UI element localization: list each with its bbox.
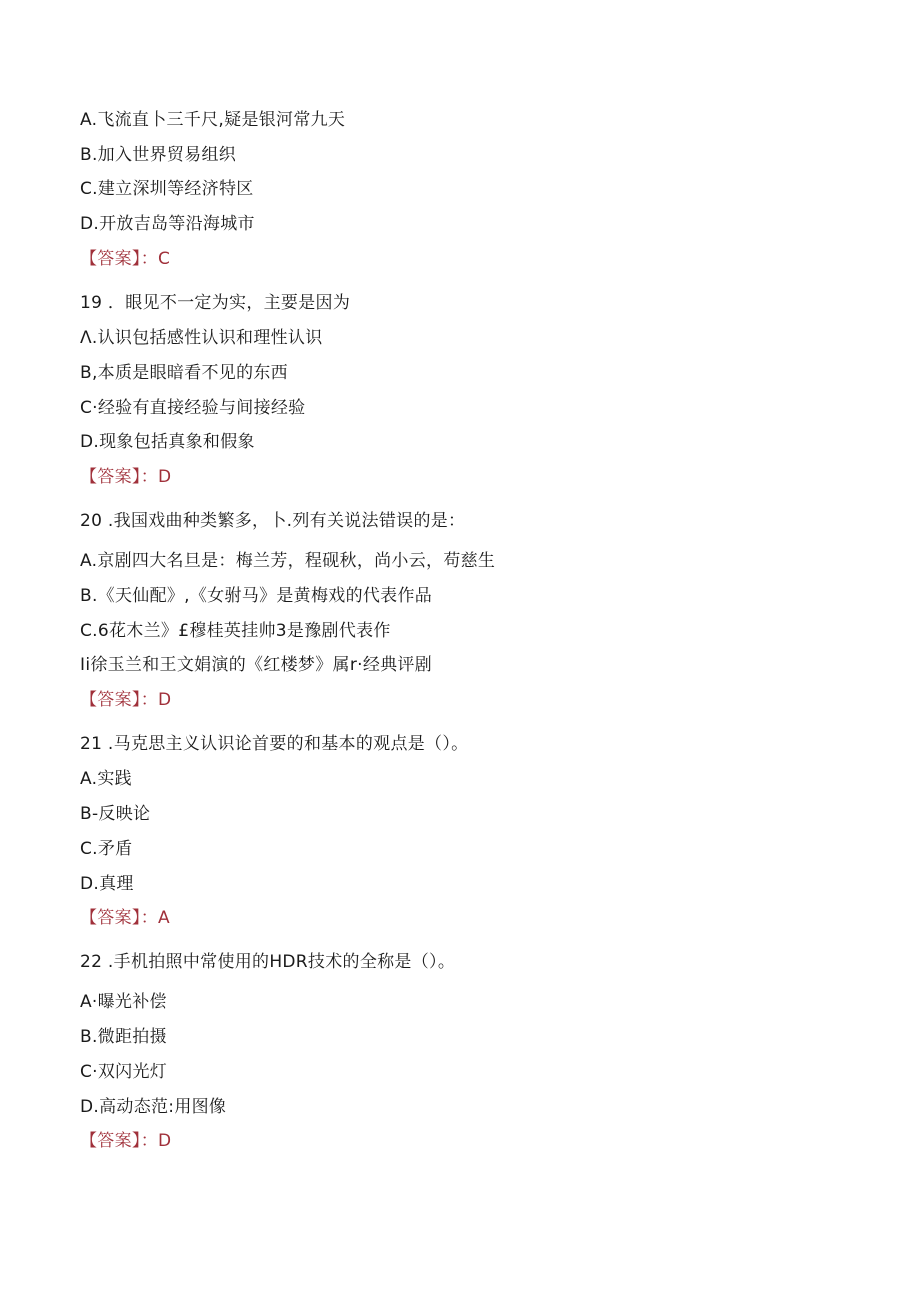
option-c: C.建立深圳等经济特区	[80, 179, 254, 199]
option-b: B-反映论	[80, 804, 151, 824]
option-b: B.加入世界贸易组织	[80, 145, 237, 165]
option-d: D.高动态范:用图像	[80, 1097, 227, 1117]
option-a: A.飞流直卜三千尺,疑是银河常九天	[80, 110, 346, 130]
option-c: C·经验有直接经验与间接经验	[80, 398, 306, 418]
option-a: A.京剧四大名旦是：梅兰芳，程砚秋，尚小云，苟慈生	[80, 551, 496, 571]
answer-line: 【答案】：A	[80, 908, 170, 928]
option-b: B.《天仙配》,《女驸马》是黄梅戏的代表作品	[80, 586, 433, 606]
option-c: C.矛盾	[80, 839, 133, 859]
question-22: 22 .手机拍照中常使用的HDR技术的全称是（）。	[80, 952, 456, 972]
option-c: C·双闪光灯	[80, 1062, 168, 1082]
answer-line: 【答案】：D	[80, 1131, 172, 1151]
question-20: 20 .我国戏曲种类繁多，卜.列有关说法错误的是：	[80, 511, 466, 531]
option-a: A·曝光补偿	[80, 992, 167, 1012]
option-d: D.现象包括真象和假象	[80, 432, 255, 452]
answer-line: 【答案】：D	[80, 467, 172, 487]
option-c: C.6花木兰》£穆桂英挂帅3是豫剧代表作	[80, 621, 391, 641]
option-d: D.真理	[80, 874, 134, 894]
option-a: Λ.认识包括感性认识和理性认识	[80, 328, 323, 348]
question-21: 21 .马克思主义认识论首要的和基本的观点是（）。	[80, 734, 469, 754]
option-d: Ii徐玉兰和王文娟演的《红楼梦》属r·经典评剧	[80, 655, 433, 675]
answer-line: 【答案】：D	[80, 690, 172, 710]
option-b: B.微距拍摄	[80, 1027, 167, 1047]
option-d: D.开放吉岛等沿海城市	[80, 214, 255, 234]
option-b: B,本质是眼暗看不见的东西	[80, 363, 288, 383]
question-19: 19 ．眼见不一定为实，主要是因为	[80, 293, 351, 313]
option-a: A.实践	[80, 769, 132, 789]
answer-line: 【答案】：C	[80, 249, 171, 269]
